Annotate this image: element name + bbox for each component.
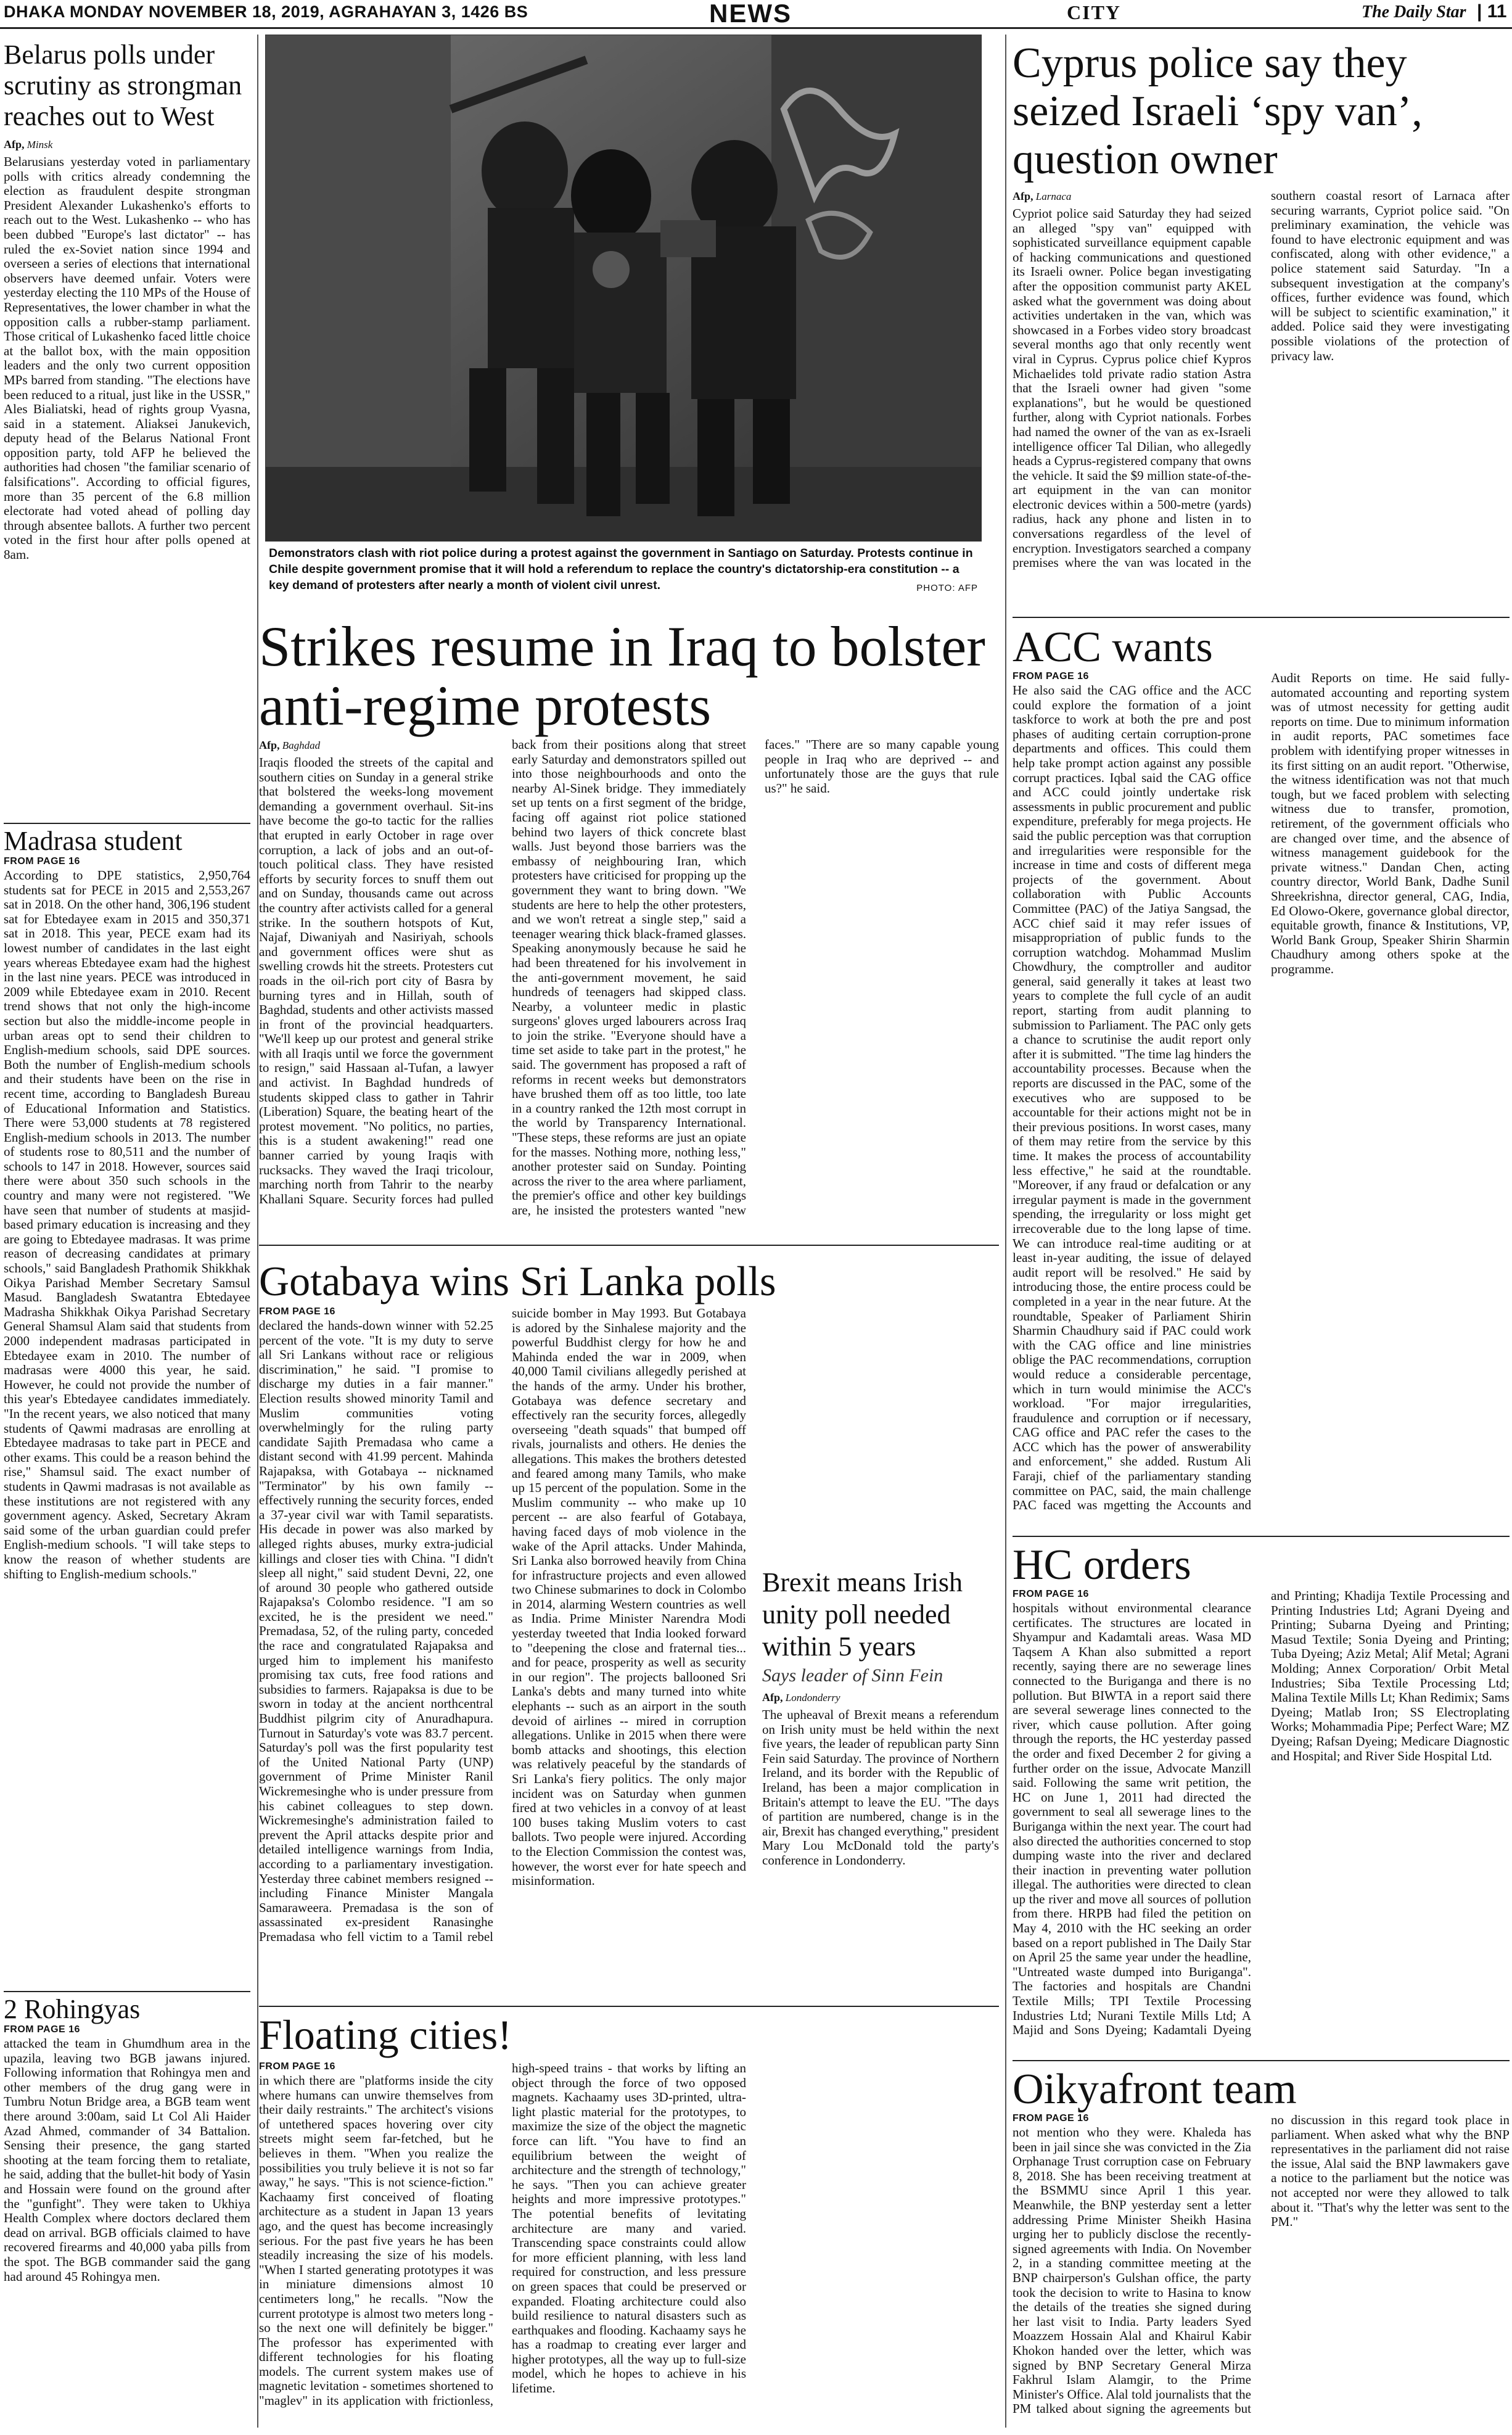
headline: Gotabaya wins Sri Lanka polls xyxy=(259,1258,776,1304)
story-belarus xyxy=(4,39,250,823)
from-page-label: FROM PAGE 16 xyxy=(4,2024,80,2035)
headline: Strikes resume in Iraq to bolster anti-regime protests xyxy=(259,617,985,737)
floating-columns xyxy=(259,2061,999,2419)
headline: Floating cities! xyxy=(259,2012,512,2058)
protest-photo-illustration xyxy=(266,35,981,541)
paper-logo: The Daily Star xyxy=(1362,2,1466,22)
story-acc xyxy=(1013,624,1510,1531)
story-divider xyxy=(1013,2060,1510,2061)
story-divider xyxy=(1013,617,1510,618)
from-page-label: FROM PAGE 16 xyxy=(259,1306,335,1317)
byline-place: Larnaca xyxy=(1035,191,1072,202)
headline: HC orders xyxy=(1013,1542,1191,1589)
article-body: According to DPE statistics, 2,950,764 students sat for PECE in 2015 and 2,553,267 sat in 2018. On the other hand, 306,196 student sat for Ebtedayee exam in 2015 and 350,371 sat in 2018. This year, PECE exam had its lowest number of candidates in the last eight years whereas Ebtedayee exam had the highest in the last nine years. PECE was introduced in 2009 while Ebtedayee exam in 2010. Recent trend shows that not only the high-income section but also the middle-income people in urban areas opt to send their children to English-medium schools, said DPE sources. Both the number of English-medium schools and their students have been on the rise in recent time, according to Bangladesh Bureau of Educational Information and Statistics. There were 53,000 students at 78 registered English-medium schools in 2013. The number of students rose to 80,511 and the number of schools to 147 in 2018. However, sources said there were about 350 such schools in the country and many were not registered. "We have seen that number of students at masjid-based primary education is increasing and they are going to Ebtedayee madrasas. It was prime reason of decreasing candidates at primary schools," said Bangladesh Prathomik Shikkhak Oikya Parishad Member Secretary Samsul Masud. Bangladesh Swatantra Ebtedayee Madrasha Shikkhak Oikya Parishad Secretary General Shamsul Alam said that students from 2000 independent madrasas participated in Ebtedayee exam in 2010. The number of madrasas were 4000 this year, he said. However, he could not provide the number of this year's Ebtedayee candidates immediately. "In the recent years, we also noticed that many students of Qawmi madrasas are enrolling at Ebtedayee madrasas to take part in PECE and other exams. This could be a reason behind the rise," Shamsul said. The exact number of students in Qawmi madrasas is not available as these institutions are not registered with any government agency. Asked, Secretary Akram said some of the urban guardian could prefer English-medium schools. "I will take steps to know the reason of whether students are shifting to English-medium schools." xyxy=(4,868,250,1581)
story-divider xyxy=(4,1991,250,1992)
dateline: DHAKA MONDAY NOVEMBER 18, 2019, AGRAHAYAN 3, 1426 BS xyxy=(4,2,528,21)
headline: ACC wants xyxy=(1013,624,1213,671)
article-body: Belarusians yesterday voted in parliamentary polls with critics already condemning the election as fraudulent despite strongman President Alexander Lukashenko's efforts to reach out to the West. Lukashenko -- who has been dubbed "Europe's last dictator" -- has ruled the ex-Soviet nation since 1994 and overseen a series of elections that international observers have deemed unfair. Voters were yesterday electing the 110 MPs of the House of Representatives, the lower chamber in what the opposition calls a rubber-stamp parliament. Those critical of Lukashenko faced little choice at the ballot box, with the main opposition leaders and the only two current opposition MPs barred from standing. "The elections have been reduced to a ritual, just like in the USSR," Ales Bialiatski, head of rights group Vyasna, said in a statement. Aliaksei Janukevich, deputy head of the Belarus National Front opposition party, told AFP he believed the authorities had chosen "the familiar scenario of falsifications". According to official figures, more than 35 percent of the 6.8 million electorate had voted ahead of polling day through absentee ballots. A further two percent voted in the first hour after polls opened at 8am. xyxy=(4,154,250,562)
section-label: NEWS xyxy=(709,0,792,28)
headline: Oikyafront team xyxy=(1013,2066,1297,2113)
story-brexit xyxy=(762,1567,999,1974)
srilanka-columns xyxy=(259,1306,746,1948)
story-divider xyxy=(259,2006,999,2007)
article-body: Cypriot police said Saturday they had seized an alleged "spy van" equipped with sophisticated surveillance equipment capable of hacking communications and questioned its Israeli owner. Police began investigating after the opposition communist party AKEL asked what the government was doing about activities undertaken in the van, which was showcased in a Forbes video story broadcast several months ago that only recently went viral in Cyprus. Cyprus police chief Kypros Michaelides told private radio station Astra that the Israeli owner had given "some explanations", but he would be questioned further, along with Cypriot nationals. Forbes had named the owner of the van as ex-Israeli intelligence officer Tal Dilian, who allegedly heads a Cyprus-registered company that owns the vehicle. It said the $9 million state-of-the-art equipment in the van can monitor electronic devices within a 500-metre (yards) radius, hack any phone and listen in to conversations regardless of the level of encryption. Investigators searched a company premises where the van was located in the southern coastal resort of Larnaca after securing warrants, Cypriot police said. "On preliminary examination, the vehicle was found to have electronic equipment and was confiscated, along with other evidence," a police statement said Saturday. "In a subsequent investigation at the company's offices, further evidence was found, which will be subject to scientific examination," it added. Police said they were investigating possible violations of the protection of privacy law. xyxy=(1013,188,1510,571)
cyprus-columns xyxy=(1013,189,1510,583)
byline xyxy=(1013,190,1251,203)
column-divider xyxy=(257,35,258,2428)
from-page-label: FROM PAGE 16 xyxy=(4,856,80,867)
article-body: hospitals without environmental clearance certificates. The structures are located in Shyampur and Kadamtali areas. Wasa MD Taqsem A Khan also submitted a report recently, saying there are no sewerage lines connected to the Buriganga and there is no pollution. But BIWTA in a report said there are several sewerage lines connected to the river, which cause pollution. After going through the reports, the HC yesterday passed the order and fixed December 2 for giving a further order on the issue, Advocate Manzill said. Following the same writ petition, the HC on June 1, 2011 had directed the government to seal all sewerage lines to the Buriganga within the next year. The court had also directed the authorities concerned to stop dumping waste into the river and declared their inaction in preventing water pollution illegal. The authorities were directed to clean up the river and move all sources of pollution from there. HRPB had filed the petition on May 4, 2010 with the HC seeking an order based on a report published in The Daily Star on April 25 the same year under the headline, "Untreated waste dumped into Buriganga". The factories and hospitals are Chandni Textile Mills; TPI Textile Processing Industries Ltd; Nurani Textile Mills Ltd; A Majid and Sons Dyeing; Kadamtali Dyeing and Printing; Khadija Textile Processing and Printing Industries Ltd; Agrani Dyeing and Printing; Subarna Dyeing and Printing; Masud Textile; Sonia Dyeing and Printing; Tuba Dyeing; Aziz Metal; Alif Metal; Agrani Molding; Annex Corporation/ Orbit Metal Industries; Siba Textile Processing Ltd; Malina Textile Mills Lt; Khan Redimix; Sams Dyeing; Matlab Iron; SS Electroplating Works; Mohammadia Pipe; Perfect Ware; MZ Dyeing; Rafsan Dyeing; Medicare Diagnostic and Hospital; and River Side Hospital Ltd. xyxy=(1013,1588,1510,2038)
story-madrasa xyxy=(4,826,250,1986)
subsection-label: CITY xyxy=(1067,1,1122,23)
masthead xyxy=(0,0,1512,29)
iraq-columns xyxy=(259,738,999,1219)
headline: Brexit means Irish unity poll needed within 5 years xyxy=(762,1567,963,1662)
article-body: He also said the CAG office and the ACC could explore the formation of a joint taskforce to work at both the pre and post phases of auditing certain corruption-prone departments and offices. This could them help take prompt action against any possible corrupt practices. Iqbal said the CAG office and ACC could jointly undertake risk assessments in public procurement and public expenditure, preferably for mega projects. He said the public perception was that corruption and irregularities were responsible for the increase in time and costs of different mega projects of the government. About collaboration with Public Accounts Committee (PAC) of the Jatiya Sangsad, the ACC chief said it may refer issues of misappropriation of public funds to the corruption watchdog. Mohammad Muslim Chowdhury, the comptroller and auditor general, said generally it takes at least two years to complete the full cycle of an audit report, starting from audit planning to submission to Parliament. The PAC only gets a chance to scrutinise the audit report only after it is submitted. "The time lag hinders the accountability processes. Because when the reports are discussed in the PAC, some of the executives who are supposed to be accountable for their actions might not be in their previous positions. In worst cases, many of them may retire from the service by this time. It makes the process of accountability less effective," he said at the roundtable. "Moreover, if any fraud or defalcation or any irregular payment is made in the government spending, the irregularity or loss might get irrecoverable due to the long lapse of time. We can introduce real-time auditing or at least in-year auditing, the issue of delayed audit report will be resolved." He said by introducing those, the entire process could be completed in a year in the near future. At the roundtable, Speaker of Parliament Shirin Sharmin Chaudhury said if PAC could work with the CAG office and line ministries oblige the PAC recommendations, corruption would reduce a considerable percentage, which in turn would minimise the ACC's workload. "For major irregularities, fraudulence and corruption or if necessary, CAG office and PAC refer the cases to the ACC which has the power of answerability and enforcement," she added. Rustum Ali Faraji, chief of the parliamentary standing committee on PAC, said, the main challenge PAC faced was mgetting the Accounts and Audit Reports on time. He said fully-automated accounting and reporting system was of utmost necessity for getting audit reports on time. Due to minimum information in audit reports, PAC sometimes face problem with identifying proper witnesses in its first sitting on an audit report. "Otherwise, the witness identification was not that much tough, but we faced problem with selecting witness due to transfer, promotion, retirement, of the government officials who are changed over time, and the absence of witness management guidebook for the private witness." Dandan Chen, acting country director, World Bank, Dadhe Sunil Shreekrishna, director general, CAG, India, Ed Olowo-Okere, governance global director, equitable growth, finance & Institutions, VP, World Bank Group, Speaker Shirin Sharmin Chaudhury among others spoke at the programme. xyxy=(1013,670,1510,1513)
story-divider xyxy=(1013,1536,1510,1537)
story-floating xyxy=(259,2012,999,2431)
page-number: | 11 xyxy=(1477,1,1507,22)
article-body: The upheaval of Brexit means a referendum on Irish unity must be held within the next five years, the leader of republican party Sinn Fein said Saturday. The province of Northern Ireland, and its border with the Republic of Ireland, has been a major complication in Britain's attempt to leave the EU. "The days of partition are numbered, change is in the air, Brexit has changed everything," president Mary Lou McDonald told the party's conference in Londonderry. xyxy=(762,1707,999,1868)
byline-place: Minsk xyxy=(27,139,53,150)
photo-caption xyxy=(269,545,978,596)
story-cyprus xyxy=(1013,39,1510,613)
byline-agency: Afp, xyxy=(762,1691,783,1704)
story-divider xyxy=(259,1245,999,1246)
article-body: attacked the team in Ghumdhum area in the upazila, leaving two BGB jawans injured. Following information that Rohingya men and other members of the drug gang were in Tumbru Notun Bridge area, a BGB team went there around 3:00am, said Lt Col Ali Haider Azad Ahmed, commander of 34 Battalion. Sensing their presence, the gang started shooting at the team forcing them to retaliate, he said, adding that the bullet-hit body of Yasin and Hossain were found on the ground after the "gunfight". They were taken to Ukhiya Health Complex where doctors declared them dead on arrival. BGB officials claimed to have recovered firearms and 40,000 yaba pills from the spot. The BGB commander said the gang had around 45 Rohingya men. xyxy=(4,2036,250,2284)
story-hc xyxy=(1013,1542,1510,2054)
headline: Madrasa student xyxy=(4,826,183,856)
byline xyxy=(762,1691,999,1704)
headline: 2 Rohingyas xyxy=(4,1995,141,2024)
caption-text: Demonstrators clash with riot police during a protest against the government in Santiago on Saturday. Protests continue in Chile despite government promise that it will hold a referendum to replace the country's dictatorship-era constitution -- a key demand of protesters after nearly a month of violent civil unrest. xyxy=(269,546,973,592)
article-body: Iraqis flooded the streets of the capital and southern cities on Sunday in a general strike that bolstered the weeks-long movement demanding a government overhaul. Sit-ins have become the go-to tactic for the rallies that erupted in early October in rage over corruption, a lack of jobs and an out-of-touch political class. They have resisted efforts by security forces to snuff them out and on Sunday, thousands came out across the country after activists called for a general strike. In the southern hotspots of Kut, Najaf, Diwaniyah and Nasiriyah, schools and government offices were shut as swelling crowds hit the streets. Protesters cut roads in the oil-rich port city of Basra by burning tyres and in Hillah, south of Baghdad, students and other activists massed in front of the provincial headquarters. "We'll keep up our protest and general strike with all Iraqis until we force the government to resign," said Hassaan al-Tufan, a lawyer and activist. In Baghdad hundreds of students skipped class to gather in Tahrir (Liberation) Square, the beating heart of the protest movement. "No politics, no parties, this is a student awakening!" read one banner carried by young Iraqis with rucksacks. They waved the Iraqi tricolour, marching north from Tahrir to the nearby Khallani Square. Security forces had pulled back from their positions along that street early Saturday and demonstrators spilled out into those neighbourhoods and onto the nearby Al-Sinek bridge. They immediately set up tents on a first segment of the bridge, facing off against riot police stationed behind two layers of thick concrete blast walls. Just beyond those barriers was the embassy of neighbouring Iran, which protesters have criticised for propping up the government they want to bring down. "We students are here to help the other protesters, and we won't retreat a single step," said a teenager wearing thick black-framed glasses. Speaking anonymously because he said he had been threatened for his involvement in the anti-government movement, he said hundreds of teenagers had skipped class. Nearby, a volunteer medic in plastic surgeons' gloves urged labourers across Iraq to join the strike. "Everyone should have a time set aside to take part in the protest," he said. The government has proposed a raft of reforms in recent weeks but demonstrators have brushed them off as too little, too late in a country ranked the 12th most corrupt in the world by Transparency International. "These steps, these reforms are just an opiate for the masses. Nothing more, nothing less," another protester said on Sunday. Pointing across the river to the area where parliament, the premier's office and other key buildings are, he insisted the protesters wanted "new faces." "There are so many capable young people in Iraq who are deprived -- and unfortunately those are the guys that rule us?" he said. xyxy=(259,737,999,1218)
story-oikyafront xyxy=(1013,2066,1510,2431)
oikya-columns xyxy=(1013,2113,1510,2421)
headline: Belarus polls under scrutiny as strongman reaches out to West xyxy=(4,39,242,131)
article-body: declared the hands-down winner with 52.25 percent of the vote. "It is my duty to serve all Sri Lankans without race or religious discrimination," he said. "I promise to discharge my duties in a fair manner." Election results showed minority Tamil and Muslim communities voting overwhelmingly for the ruling party candidate Sajith Premadasa who came a distant second with 41.99 percent. Mahinda Rajapaksa, with Gotabaya -- nicknamed "Terminator" by his own family -- effectively running the security forces, ended a 37-year civil war with Tamil separatists. His decade in power was also marked by alleged rights abuses, murky extra-judicial killings and closer ties with China. "I didn't sleep all night," said student Devni, 22, one of around 30 people who gathered outside Rajapaksa's Colombo residence. "I am so excited, he is the president we need." Premadasa, 52, of the ruling party, conceded the race and congratulated Rajapaksa and urged him to implement his manifesto promising tax cuts, free food rations and subsidies to farmers. Rajapaksa is due to be sworn in today at the ancient northcentral Buddhist pilgrim city of Anuradhapura. Turnout in Saturday's vote was 83.7 percent. Saturday's poll was the first popularity test of the United National Party (UNP) government of Prime Minister Ranil Wickremesinghe who is under pressure from his cabinet colleagues to step down. Wickremesinghe's administration failed to prevent the April attacks despite prior and detailed intelligence warnings from India, according to a parliamentary investigation. Yesterday three cabinet members resigned -- including Finance Minister Mangala Samaraweera. Premadasa is the son of assassinated ex-president Ranasinghe Premadasa who fell victim to a Tamil rebel suicide bomber in May 1993. But Gotabaya is adored by the Sinhalese majority and the powerful Buddhist clergy for how he and Mahinda ended the war in 2009, when 40,000 Tamil civilians allegedly perished at the hands of the army. Under his brother, Gotabaya was defence secretary and effectively ran the security forces, allegedly overseeing "death squads" that bumped off rivals, journalists and others. He denies the allegations. This makes the brothers detested and feared among many Tamils, who make up 15 percent of the population. Some in the Muslim community -- who make up 10 percent -- are also fearful of Gotabaya, having faced days of mob violence in the wake of the April attacks. Under Mahinda, Sri Lanka also borrowed heavily from China for infrastructure projects and even allowed two Chinese submarines to dock in Colombo in 2014, alarming Western countries as well as India. Prime Minister Narendra Modi yesterday tweeted that India looked forward to "deepening the close and fraternal ties... and for peace, prosperity as well as security in our region". The projects ballooned Sri Lanka's debts and many turned into white elephants -- such as an airport in the south devoid of airlines -- mired in corruption allegations. Unlike in 2015 when there were bomb attacks and shootings, this election was relatively peaceful by the standards of Sri Lanka's fiery politics. The only major incident was on Saturday when gunmen fired at two vehicles in a convoy of at least 100 buses taking Muslim voters to cast ballots. Two people were injured. According to the Election Commission the contest was, however, the worst ever for hate speech and misinformation. xyxy=(259,1306,746,1944)
headline: Cyprus police say they seized Israeli ‘spy van’, question owner xyxy=(1013,39,1423,183)
deck: Says leader of Sinn Fein xyxy=(762,1665,943,1686)
from-page-label: FROM PAGE 16 xyxy=(1013,2113,1089,2124)
story-iraq xyxy=(259,617,999,1238)
article-body: in which there are "platforms inside the city where humans can unwire themselves from their daily restraints." The architect's visions of untethered spaces hovering over city streets might seem far-fetched, but he believes in them. "When you realize the possibilities you truly believe it is not so far away," he says. "This is not science-fiction." Kachaamy first conceived of floating architecture as a student in Japan 13 years ago, and the quest has become increasingly serious. For the past five years he has been steadily increasing the size of his models. "When I started generating prototypes it was in miniature dimensions almost 10 centimeters long," he recalls. "Now the current prototype is almost two meters long - so the next one will definitely be bigger." The professor has experimented with different technologies for his floating models. The current system makes use of magnetic levitation - sometimes shortened to "maglev" in its application with frictionless, high-speed trains - that works by lifting an object through the force of two opposed magnets. Kachaamy uses 3D-printed, ultra-light plastic material for the prototypes, to maximize the size of the object the magnetic force can lift. "You have to find an equilibrium between the weight of architecture and the strength of technology," he says. "Then you can achieve greater heights and more impressive prototypes." The potential benefits of levitating architecture are many and varied. Transcending space constraints could allow for more efficient planning, with less land required for construction, and less pressure on green spaces that could be preserved or expanded. Floating architecture could also build resilience to natural disasters such as earthquakes and flooding. Kachaamy says he has a roadmap to creating ever larger and higher prototypes, all the way up to full-size model, which he hopes to achieve in his lifetime. xyxy=(259,2061,746,2408)
news-photo xyxy=(265,35,982,542)
hc-columns xyxy=(1013,1589,1510,2045)
byline-agency: Afp, xyxy=(1013,190,1033,202)
from-page-label: FROM PAGE 16 xyxy=(1013,1589,1089,1599)
photo-credit: PHOTO: AFP xyxy=(916,583,978,593)
article-body: not mention who they were. Khaleda has been in jail since she was convicted in the Zia Orphanage Trust corruption case on February 8, 2018. She has been receiving treatment at the BSMMU since April 1 this year. Meanwhile, the BNP yesterday sent a letter addressing Prime Minister Sheikh Hasina urging her to publicly disclose the recently-signed agreements with India. On November 2, in a standing committee meeting at the BNP chairperson's Gulshan office, the party took the decision to write to Hasina to know the details of the treaties she signed during her last visit to India. Party leaders Syed Moazzem Hossain Alal and Khairul Kabir Khokon handed over the letter, which was signed by BNP Secretary General Mirza Fakhrul Islam Alamgir, to the Prime Minister's Office. Alal told journalists that the PM talked about signing the agreements but no discussion in this regard took place in parliament. When asked what why the BNP representatives in the parliament did not raise the issue, Alal said the BNP lawmakers gave a notice to the parliament but the notice was not accepted nor were they allowed to talk about it. "That's why the letter was sent to the PM." xyxy=(1013,2112,1510,2416)
story-rohingyas xyxy=(4,1995,250,2429)
from-page-label: FROM PAGE 16 xyxy=(1013,671,1089,682)
from-page-label: FROM PAGE 16 xyxy=(259,2061,335,2072)
byline-agency: Afp, xyxy=(259,739,280,751)
byline xyxy=(259,739,493,752)
byline-place: Baghdad xyxy=(282,740,321,751)
byline xyxy=(4,138,250,151)
story-divider xyxy=(4,823,250,824)
column-divider xyxy=(1005,35,1006,2428)
byline-place: Londonderry xyxy=(785,1692,840,1704)
byline-agency: Afp, xyxy=(4,138,25,150)
acc-columns xyxy=(1013,671,1510,1522)
